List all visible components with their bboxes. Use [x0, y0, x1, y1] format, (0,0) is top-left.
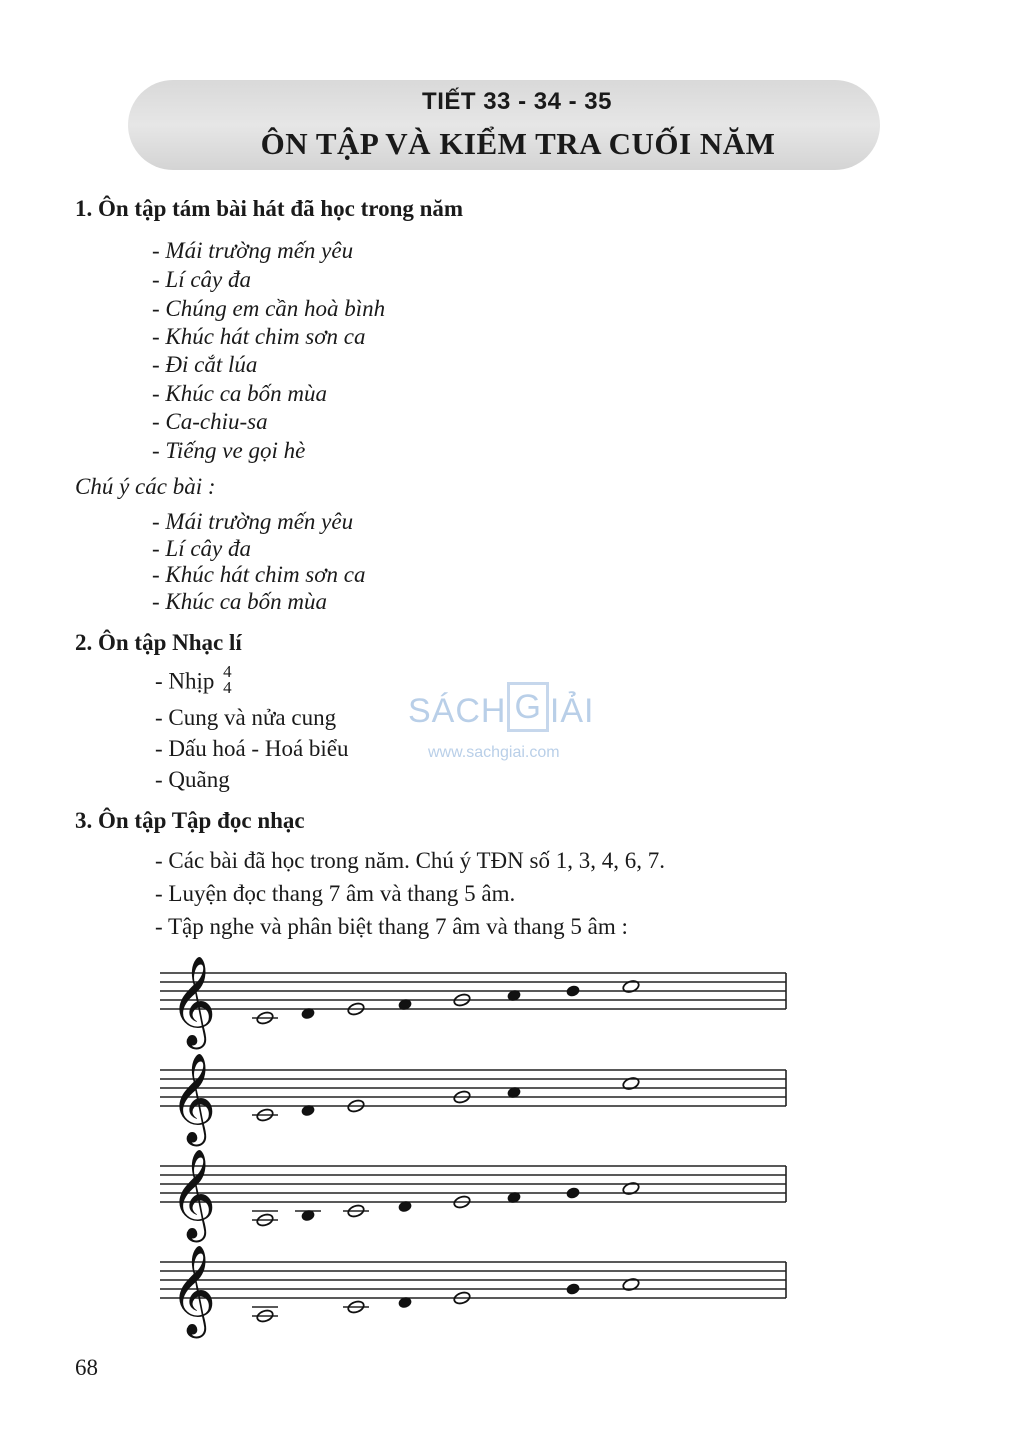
treble-clef: 𝄞 — [170, 956, 217, 1046]
half-note — [622, 1277, 640, 1292]
meter-label: - Nhịp — [155, 668, 215, 694]
song-item: - Chúng em cần hoà bình — [152, 296, 386, 321]
quarter-note — [566, 1283, 580, 1296]
song-item: - Khúc hát chim sơn ca — [152, 324, 366, 349]
half-note — [622, 1076, 640, 1091]
treble-clef: 𝄞 — [170, 1053, 217, 1143]
theory-item: - Cung và nửa cung — [155, 705, 337, 730]
watermark-logo-box: G — [507, 682, 548, 732]
watermark-url: www.sachgiai.com — [428, 744, 560, 761]
time-signature-denominator: 4 — [223, 678, 232, 697]
half-note — [622, 1181, 640, 1196]
theory-item: - Dấu hoá - Hoá biểu — [155, 736, 349, 761]
watermark-logo: SÁCH G IẢI — [408, 686, 595, 736]
half-note — [622, 979, 640, 994]
quarter-note — [566, 1187, 580, 1200]
song-item: - Đi cắt lúa — [152, 352, 258, 377]
section-2-heading: 2. Ôn tập Nhạc lí — [75, 630, 242, 655]
page-number: 68 — [75, 1355, 98, 1380]
note-song-item: - Mái trường mến yêu — [152, 509, 354, 534]
song-item: - Khúc ca bốn mùa — [152, 381, 328, 406]
song-item: - Mái trường mến yêu — [152, 238, 354, 263]
treble-clef: 𝄞 — [170, 1245, 217, 1335]
song-item: - Tiếng ve gọi hè — [152, 438, 306, 463]
lesson-title: ÔN TẬP VÀ KIỂM TRA CUỐI NĂM — [260, 126, 776, 161]
song-item: - Lí cây đa — [152, 267, 252, 292]
theory-item: - Quãng — [155, 767, 230, 792]
note-song-item: - Khúc ca bốn mùa — [152, 589, 328, 614]
song-item: - Ca-chiu-sa — [152, 409, 268, 434]
treble-clef: 𝄞 — [170, 1149, 217, 1239]
note-label: Chú ý các bài : — [75, 474, 216, 499]
reading-item: - Tập nghe và phân biệt thang 7 âm và thang 5 âm : — [155, 914, 628, 939]
time-signature-numerator: 4 — [223, 662, 232, 681]
reading-item: - Các bài đã học trong năm. Chú ý TĐN số 1, 3, 4, 6, 7. — [155, 848, 665, 873]
section-1-heading: 1. Ôn tập tám bài hát đã học trong năm — [75, 196, 464, 221]
note-song-item: - Khúc hát chim sơn ca — [152, 562, 366, 587]
quarter-note — [566, 985, 580, 998]
note-song-item: - Lí cây đa — [152, 536, 252, 561]
reading-item: - Luyện đọc thang 7 âm và thang 5 âm. — [155, 881, 516, 906]
lesson-number: TIẾT 33 - 34 - 35 — [422, 88, 612, 115]
section-3-heading: 3. Ôn tập Tập đọc nhạc — [75, 808, 305, 833]
